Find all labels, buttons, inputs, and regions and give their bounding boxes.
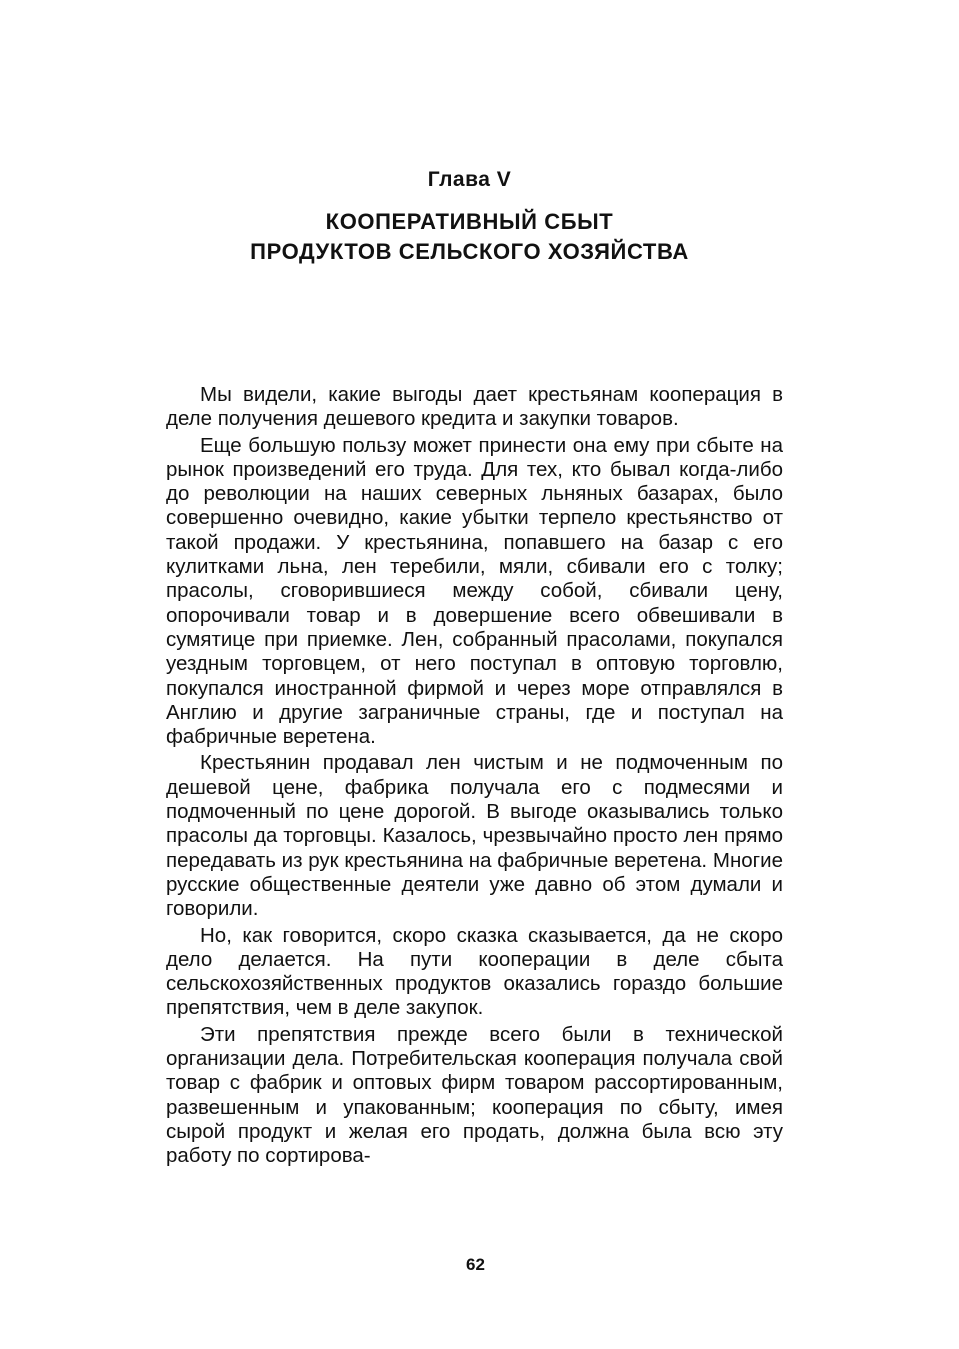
- paragraph: Крестьянин продавал лен чистым и не подмоченным по дешевой цене, фабрика получала его с подмесями и подмоченный по цене дорогой. В выгоде оказывались только прасолы да торговцы. Казалось, чрезвычайно просто лен прямо передавать из рук крестьянина на фабричные веретена. Многие русские общественные деятели уже давно об этом думали и говорили.: [166, 751, 783, 921]
- body-text: [166, 383, 783, 1171]
- chapter-title-line-2: ПРОДУКТОВ СЕЛЬСКОГО ХОЗЯЙСТВА: [250, 239, 689, 264]
- paragraph: Мы видели, какие выгоды дает крестьянам кооперация в деле получения дешевого кредита и закупки товаров.: [166, 383, 783, 431]
- paragraph: Еще большую пользу может принести она ему при сбыте на рынок произведений его труда. Для тех, кто бывал когда-либо до революции на наших северных льняных базарах, было совершенно очевидно, какие убытки терпело крестьянство от такой продажи. У крестьянина, попавшего на базар с его кулитками льна, лен теребили, мяли, сбивали его с толку; прасолы, сговорившиеся между собой, сбивали цену, опорочивали товар и в довершение всего обвешивали в сумятице при приемке. Лен, собранный прасолами, покупался уездным торговцем, от него поступал в оптовую торговлю, покупался иностранной фирмой и через море отправлялся в Англию и другие заграничные страны, где и поступал на фабричные веретена.: [166, 433, 783, 749]
- paragraph: Эти препятствия прежде всего были в технической организации дела. Потребительская кооперация получала свой товар с фабрик и оптовых фирм товаром рассортированным, развешенным и упакованным; кооперация по сбыту, имея сырой продукт и желая его продать, должна была всю эту работу по сортирова-: [166, 1022, 783, 1168]
- chapter-title-line-1: КООПЕРАТИВНЫЙ СБЫТ: [325, 209, 614, 234]
- page-number: 62: [466, 1255, 485, 1274]
- chapter-title: [0, 207, 939, 267]
- chapter-label: Глава V: [427, 168, 512, 191]
- paragraph: Но, как говорится, скоро сказка сказывается, да не скоро дело делается. На пути кооперации в деле сбыта сельскохозяйственных продуктов оказались гораздо большие препятствия, чем в деле закупок.: [166, 923, 783, 1020]
